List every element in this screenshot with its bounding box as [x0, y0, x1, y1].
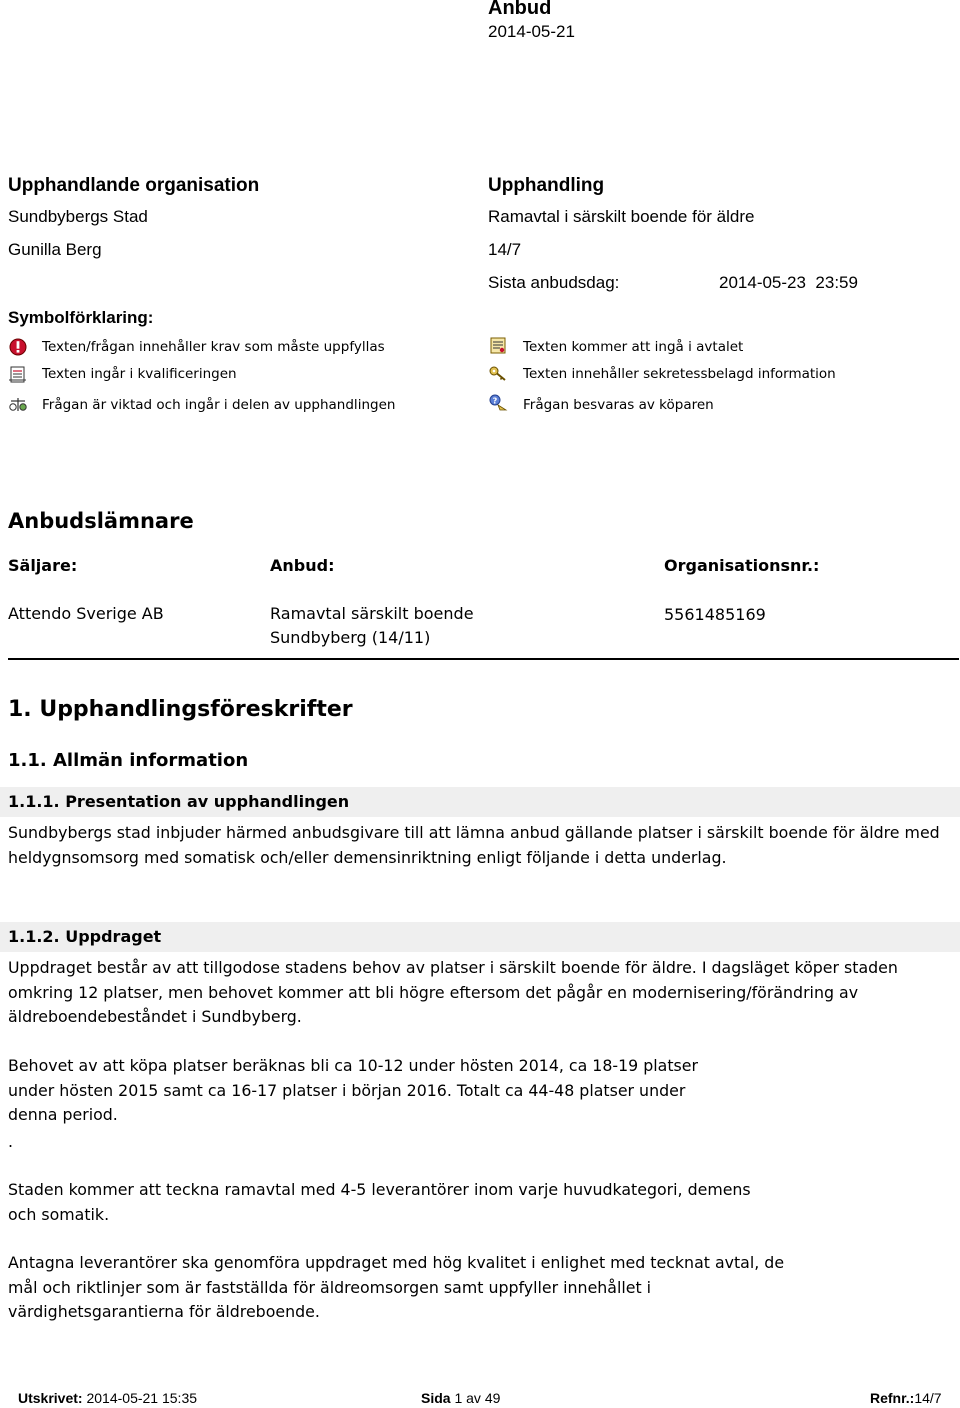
footer-printed-label: Utskrivet:	[18, 1390, 83, 1406]
section-1-1-2-paragraph-1: Uppdraget består av att tillgodose stadens behov av platser i särskilt boende för äldre. I dagsläget köper staden omkring 12 platser, men behovet kommer att bli högre eftersom det pågår en modernisering/förändring av äldreboendebeståndet i Sundbyberg.	[8, 958, 898, 1026]
legend-text-weighted: Frågan är viktad och ingår i delen av upphandlingen	[42, 397, 396, 413]
bid-label: Anbud:	[270, 556, 335, 575]
bid-value-line2: Sundbyberg (14/11)	[270, 628, 431, 647]
document-icon	[8, 365, 28, 385]
footer-page-value: 1 av 49	[454, 1390, 501, 1406]
key-icon	[488, 364, 508, 384]
divider	[8, 658, 959, 660]
legend-text-requirement: Texten/frågan innehåller krav som måste uppfyllas	[42, 339, 385, 355]
footer-page-label: Sida	[421, 1390, 451, 1406]
procurement-heading: Upphandling	[488, 175, 605, 196]
bid-value-line1: Ramavtal särskilt boende	[270, 604, 474, 623]
legend-text-contract: Texten kommer att ingå i avtalet	[523, 339, 744, 355]
footer-printed-value: 2014-05-21 15:35	[86, 1390, 198, 1406]
exclamation-icon	[8, 337, 28, 357]
question-icon	[488, 393, 508, 413]
deadline-label: Sista anbudsdag:	[488, 273, 620, 292]
organisation-heading: Upphandlande organisation	[8, 175, 260, 196]
footer-page	[421, 1390, 500, 1406]
legend-text-buyer: Frågan besvaras av köparen	[523, 397, 714, 413]
section-1-heading: 1. Upphandlingsföreskrifter	[8, 697, 353, 722]
organisation-contact: Gunilla Berg	[8, 240, 102, 259]
footer-ref-label: Refnr.:	[870, 1390, 915, 1406]
orgnr-value: 5561485169	[664, 605, 766, 624]
footer-ref-value: 14/7	[914, 1390, 942, 1406]
seller-label: Säljare:	[8, 556, 78, 575]
procurement-name: Ramavtal i särskilt boende för äldre	[488, 207, 755, 226]
section-1-1-2-paragraph-3: Staden kommer att teckna ramavtal med 4-5 leverantörer inom varje huvudkategori, demens och somatik.	[8, 1180, 751, 1224]
footer-ref	[870, 1390, 942, 1406]
section-1-1-2-paragraph-4: Antagna leverantörer ska genomföra uppdraget med hög kvalitet i enlighet med tecknat avtal, de mål och riktlinjer som är fastställda för äldreomsorgen samt uppfyller innehållet i värdighetsgarantierna för äldreboende.	[8, 1253, 785, 1321]
symbol-legend-heading: Symbolförklaring:	[8, 308, 154, 327]
footer-printed	[18, 1390, 197, 1406]
deadline-value: 2014-05-23 23:59	[719, 273, 858, 292]
seller-value: Attendo Sverige AB	[8, 604, 164, 623]
section-1-1-heading: 1.1. Allmän information	[8, 750, 249, 771]
legend-text-confidential: Texten innehåller sekretessbelagd information	[523, 366, 836, 382]
section-1-1-1-text: Sundbybergs stad inbjuder härmed anbudsgivare till att lämna anbud gällande platser i särskilt boende för äldre med heldygnsomsorg med somatisk och/eller demensinriktning enligt följande i detta underlag.	[8, 823, 940, 867]
procurement-ref: 14/7	[488, 240, 522, 259]
document-title: Anbud	[488, 0, 552, 19]
section-1-1-1-heading: 1.1.1. Presentation av upphandlingen	[8, 792, 350, 811]
scales-icon	[8, 395, 28, 415]
legend-text-qualification: Texten ingår i kvalificeringen	[42, 366, 237, 382]
organisation-name: Sundbybergs Stad	[8, 207, 148, 226]
document-date: 2014-05-21	[488, 22, 575, 41]
bidder-heading: Anbudslämnare	[8, 509, 194, 533]
svg-text:?: ?	[492, 396, 498, 406]
contract-icon	[488, 336, 508, 356]
section-1-1-2-paragraph-2: Behovet av att köpa platser beräknas bli ca 10-12 under hösten 2014, ca 18-19 platser under hösten 2015 samt ca 16-17 platser i början 2016. Totalt ca 44-48 platser under denna period.	[8, 1056, 698, 1124]
orgnr-label: Organisationsnr.:	[664, 556, 820, 575]
section-1-1-2-heading: 1.1.2. Uppdraget	[8, 927, 162, 946]
section-1-1-2-dot: .	[8, 1132, 14, 1151]
